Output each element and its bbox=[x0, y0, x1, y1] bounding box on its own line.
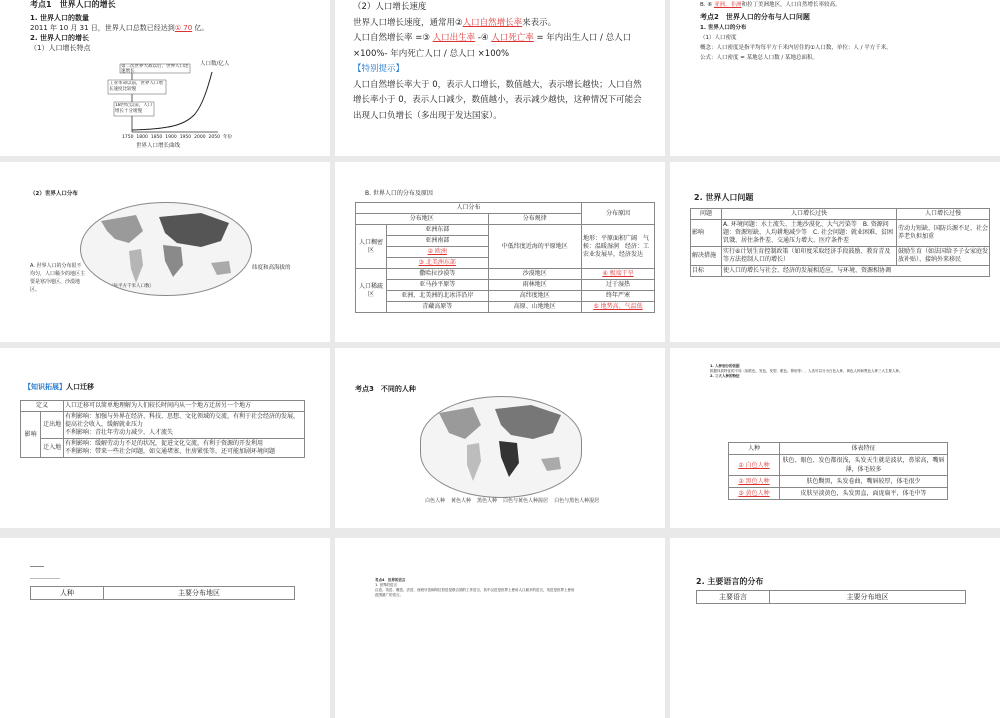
slide-title: 考点3 不同的人种 bbox=[355, 385, 416, 393]
paragraph: 公式：人口密度 = 某地总人口数 / 某地总面积。 bbox=[700, 55, 818, 61]
heading: 1. 世界人口的数量 bbox=[30, 14, 89, 22]
heading: 1. 世界人口的分布 bbox=[700, 25, 747, 31]
table-row: 人口稠密区 亚洲东部 中低纬度近海的平原地区 地形：平原面积广阔 气候：温暖湿润 经济：工农业发展早，经济发达 bbox=[356, 225, 655, 236]
slide-title: （2）世界人口分布 bbox=[30, 191, 78, 197]
table-row: 解决措施 实行⑥计划生育控制政策（如印度采取经济手段鼓励、教育青及等方法控制人口的增长） 鼓励生育（如法国给予子女家庭发放补贴）、接纳外来移民 bbox=[691, 247, 990, 266]
population-growth-chart bbox=[100, 62, 230, 156]
table-row: 目标 使人口的增长与社会、经济的发展相适应，与环境、资源相协调 bbox=[691, 266, 990, 277]
table-row: ① 白色人种 肤色、眼色、发色都很浅，头发天生就是波状，鼻梁高，嘴唇薄，体毛较多 bbox=[729, 455, 948, 476]
slide-4[interactable] bbox=[0, 162, 330, 342]
population-density-map bbox=[80, 202, 252, 296]
slide-7[interactable] bbox=[0, 348, 330, 528]
decorative-line bbox=[30, 566, 44, 567]
slide-10[interactable] bbox=[0, 538, 330, 718]
chart-note-2: 工业革命以前，世界人口增长速度比较慢 bbox=[109, 81, 163, 92]
chart-ylabel: 人口数/亿人 bbox=[200, 61, 230, 67]
race-distribution-table: 人种 主要分布地区 bbox=[30, 586, 295, 600]
tip-label: 【特别提示】 bbox=[353, 64, 405, 74]
slide-3[interactable] bbox=[670, 0, 1000, 156]
slide-title: 2. 主要语言的分布 bbox=[696, 577, 764, 586]
table-row: 亚洲南部 bbox=[356, 236, 655, 247]
slide-9[interactable] bbox=[670, 348, 1000, 528]
population-problem-table: 问题 人口增长过快 人口增长过慢 影响 A. 环境问题：水土流失、土地沙漠化、大气污染等 B. 资源问题：资源短缺、人均耕地减少等 C. 社会问题：就业困难、贫困饥饿、居住条件差、交通压力增大、医疗条件差 劳动力短缺、国防兵源不足、社会养老负担加重 解决措施 实行⑥计划生育控制政策（如印度采取经济手段鼓励、教育青及等方法控制人口的增长） 鼓励生育（如法国给予子女家庭发放补贴）、接纳外来移民 目标 使人口的增长与社会、经济的发展相适应，与环境、资源相协调 bbox=[690, 208, 990, 277]
slide-2[interactable] bbox=[335, 0, 665, 156]
map-legend: 人口密度（每平方千米人口数） bbox=[91, 284, 154, 289]
heading: 1. 世界的语言 bbox=[375, 583, 397, 587]
chart-xticks: 1750 1800 1850 1900 1950 2000 2050 年份 bbox=[122, 135, 232, 140]
paragraph: 概念：人口密度是指平均每平方千米内居住的①人口数，单位：人 / 平方千米。 bbox=[700, 45, 892, 51]
slide-8[interactable] bbox=[335, 348, 665, 528]
formula: 人口自然增长率 =③ 人口出生率 -④ 人口死亡率 = 年内出生人口 / 总人口 ×100%- 年内死亡人口 / 总人口 ×100% bbox=[353, 33, 632, 59]
slide-title: 【知识拓展】人口迁移 bbox=[24, 383, 94, 391]
table-header: 分布原因 bbox=[582, 203, 655, 225]
migration-table bbox=[20, 400, 305, 458]
subheading: （1）人口密度 bbox=[700, 35, 737, 41]
slide-12[interactable] bbox=[670, 538, 1000, 718]
slide-5[interactable] bbox=[335, 162, 665, 342]
table-header: 分布规律 bbox=[488, 214, 581, 225]
language-table: 主要语言 主要分布地区 bbox=[696, 590, 966, 604]
caption-right: 纬度和高海拔的 bbox=[252, 265, 291, 271]
paragraph: 人口自然增长率大于 0，表示人口增长，数值越大，表示增长越快；人口自然增长率小于 0，表示人口减少，数值越小，表示减少越快，这种情况下可能会出现人口负增长（多出现于发达国家）。 bbox=[353, 79, 642, 121]
table-header: 分布地区 bbox=[356, 214, 489, 225]
slide-title: 考点4 世界的语言 bbox=[375, 578, 406, 582]
table-row: 定义 人口迁移可以简单地理解为人们较长时间内从一个地方迁居另一个地方 bbox=[21, 401, 305, 412]
slide-title: 考点1 世界人口的增长 bbox=[30, 0, 116, 9]
chart-note-1: 第二次世界大战以后，世界人口迅速增长 bbox=[121, 64, 189, 73]
heading: 2. 三大人种的特征 bbox=[710, 374, 740, 378]
slide-title: B. 世界人口的分布及原因 bbox=[365, 190, 433, 197]
slide-6[interactable] bbox=[670, 162, 1000, 342]
table-row: ③ 北美洲东部 bbox=[356, 258, 655, 269]
table-row: 青藏高原等 高原、山地地区 ⑤ 地势高、气温低 bbox=[356, 302, 655, 313]
slide-11[interactable] bbox=[335, 538, 665, 718]
paragraph: 汉语、英语、俄语、法语、西班牙语和阿拉伯语是联合国的工作语言，其中汉语是世界上使用人口最多的语言，英语是世界上使用范围最广的语言。 bbox=[375, 588, 575, 597]
table-row: ③ 黄色人种 皮肤呈淡黄色，头发黑直，面庞扁平，体毛中等 bbox=[729, 488, 948, 500]
race-feature-table: 人种 体表特征 ① 白色人种 肤色、眼色、发色都很浅，头发天生就是波状，鼻梁高，嘴唇薄，体毛较多 ② 黑色人种 肤色黝黑，头发卷曲，嘴唇较厚，体毛很少 ③ 黄色人种 皮肤呈淡黄色，头发黑直，面庞扁平，体毛中等 bbox=[728, 442, 948, 500]
subheading: （1）人口增长特点 bbox=[30, 44, 91, 52]
heading: 1. 人种划分的依据 bbox=[710, 364, 740, 368]
heading: 2. 世界人口的增长 bbox=[30, 34, 89, 42]
table-row: 影响 A. 环境问题：水土流失、土地沙漠化、大气污染等 B. 资源问题：资源短缺、人均耕地减少等 C. 社会问题：就业困难、贫困饥饿、居住条件差、交通压力增大、医疗条件差 劳动力短缺、国防兵源不足、社会养老负担加重 bbox=[691, 220, 990, 247]
table-row: 迁入地 有利影响：缓解劳动力不足的状况，促进文化交流，有利于资源的开发利用 不利影响：带来一些社会问题，如交通堵塞、住房紧张等，还可能加剧环境问题 bbox=[21, 439, 305, 458]
table-row: ② 黑色人种 肤色黝黑，头发卷曲，嘴唇较厚，体毛很少 bbox=[729, 476, 948, 488]
table-row: 影响 迁出地 有利影响：加强与外界在经济、科技、思想、文化领域的交流，有利于社会经济的发展，提高社会收入，缓解就业压力 不利影响：青壮年劳动力减少、人才流失 bbox=[21, 412, 305, 439]
section-title: 考点2 世界人口的分布与人口问题 bbox=[700, 13, 810, 21]
list-item: B. ⑥ 亚洲、非洲和拉丁美洲地区，人口自然增长率较高。 bbox=[700, 2, 841, 8]
table-row: 亚马孙平原等 雨林地区 过于湿热 bbox=[356, 280, 655, 291]
paragraph: 2011 年 10 月 31 日，世界人口总数已经达到① 70 亿。 bbox=[30, 24, 209, 32]
distribution-table bbox=[355, 202, 655, 313]
world-map-svg bbox=[81, 203, 251, 295]
paragraph: 世界人口增长速度，通常用②人口自然增长率来表示。 bbox=[353, 17, 557, 28]
slide-title: （2）人口增长速度 bbox=[353, 2, 427, 12]
race-map-svg bbox=[421, 397, 581, 497]
table-header: 人口分布 bbox=[356, 203, 582, 214]
map-legend: 白色人种 黄色人种 黑色人种 白色与黄色人种混居 白色与黑色人种混居 bbox=[425, 498, 600, 504]
caption-left: A. 世界人口的分布很不均匀，人口稀少的地区主要是寒冷地区、沙漠地区、 bbox=[30, 263, 86, 293]
table-row: 人口稀疏区 撒哈拉沙漠等 沙漠地区 ④ 极端干旱 bbox=[356, 269, 655, 280]
chart-caption: 世界人口增长曲线 bbox=[136, 143, 181, 149]
slide-title: 2. 世界人口问题 bbox=[694, 193, 754, 202]
chart-note-3: 18世纪以前，人口增长十分缓慢 bbox=[115, 103, 153, 114]
decorative-line bbox=[30, 578, 60, 579]
table-row: ② 欧洲 bbox=[356, 247, 655, 258]
race-distribution-map bbox=[420, 396, 582, 498]
slide-1[interactable] bbox=[0, 0, 330, 156]
paragraph: 根据体质特征的不同（如肤色、发色、发型、眼色、鼻形等），人类可以分为白色人种、黄色人种和黑色人种三大主要人种。 bbox=[710, 369, 903, 373]
table-row: 亚洲、北美洲的北冰洋沿岸 高纬度地区 终年严寒 bbox=[356, 291, 655, 302]
